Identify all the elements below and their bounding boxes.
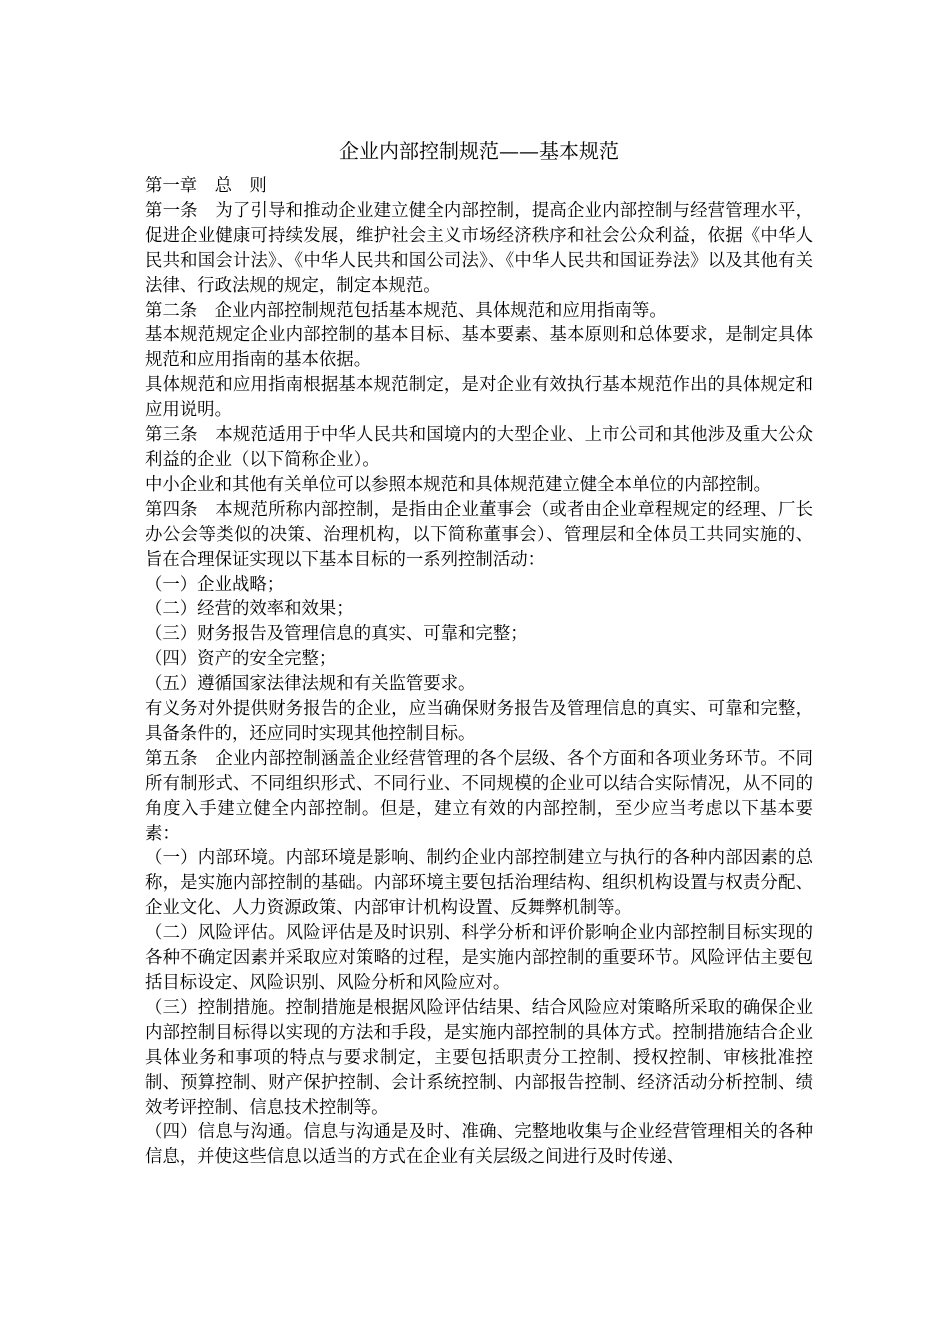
goal-item-4: （四）资产的安全完整；: [145, 649, 337, 670]
element-risk-assessment: （二）风险评估。风险评估是及时识别、科学分析和评价影响企业内部控制目标实现的各种不确定因素并采取应对策略的过程，是实施内部控制的重要环节。风险评估主要包括目标设定、风险识别、风险分析和风险应对。: [145, 923, 813, 993]
specific-norm-paragraph: 具体规范和应用指南根据基本规范制定，是对企业有效执行基本规范作出的具体规定和应用说明。: [145, 375, 813, 421]
sme-paragraph: 中小企业和其他有关单位可以参照本规范和具体规范建立健全本单位的内部控制。: [145, 474, 772, 495]
article-5-paragraph: 第五条 企业内部控制涵盖企业经营管理的各个层级、各个方面和各项业务环节。不同所有制形式、不同组织形式、不同行业、不同规模的企业可以结合实际情况，从不同的角度入手建立健全内部控制。但是，建立有效的内部控制，至少应当考虑以下基本要素：: [145, 748, 813, 844]
goal-item-1: （一）企业战略；: [145, 574, 285, 595]
element-internal-environment: （一）内部环境。内部环境是影响、制约企业内部控制建立与执行的各种内部因素的总称，是实施内部控制的基础。内部环境主要包括治理结构、组织机构设置与权责分配、企业文化、人力资源政策、内部审计机构设置、反舞弊机制等。: [145, 848, 813, 919]
article-3-paragraph: 第三条 本规范适用于中华人民共和国境内的大型企业、上市公司和其他涉及重大公众利益的企业（以下简称企业）。: [145, 425, 813, 470]
article-1-paragraph: 第一条 为了引导和推动企业建立健全内部控制，提高企业内部控制与经营管理水平，促进企业健康可持续发展，维护社会主义市场经济秩序和社会公众利益，依据《中华人民共和国会计法》、《中华人民共和国公司法》、《中华人民共和国证券法》以及其他有关法律、行政法规的规定，制定本规范。: [145, 200, 813, 296]
goal-item-3: （三）财务报告及管理信息的真实、可靠和完整；: [145, 624, 528, 645]
goal-item-2: （二）经营的效率和效果；: [145, 599, 354, 620]
basic-norm-paragraph: 基本规范规定企业内部控制的基本目标、基本要素、基本原则和总体要求，是制定具体规范和应用指南的基本依据。: [145, 325, 813, 371]
element-control-measures: （三）控制措施。控制措施是根据风险评估结果、结合风险应对策略所采取的确保企业内部控制目标得以实现的方法和手段，是实施内部控制的具体方式。控制措施结合企业具体业务和事项的特点与要求制定，主要包括职责分工控制、授权控制、审核批准控制、预算控制、财产保护控制、会计系统控制、内部报告控制、经济活动分析控制、绩效考评控制、信息技术控制等。: [145, 997, 813, 1118]
reporting-obligation-paragraph: 有义务对外提供财务报告的企业，应当确保财务报告及管理信息的真实、可靠和完整，具备条件的，还应同时实现其他控制目标。: [145, 699, 813, 744]
article-2-paragraph: 第二条 企业内部控制规范包括基本规范、具体规范和应用指南等。: [145, 300, 667, 321]
article-4-paragraph: 第四条 本规范所称内部控制，是指由企业董事会（或者由企业章程规定的经理、厂长办公会等类似的决策、治理机构，以下简称董事会）、管理层和全体员工共同实施的、旨在合理保证实现以下基本目标的一系列控制活动：: [145, 499, 813, 570]
document-title: 企业内部控制规范——基本规范: [339, 139, 619, 163]
chapter-heading: 第一章 总 则: [145, 176, 267, 196]
document-body: [145, 136, 813, 1170]
element-information-communication: （四）信息与沟通。信息与沟通是及时、准确、完整地收集与企业经营管理相关的各种信息，并使这些信息以适当的方式在企业有关层级之间进行及时传递、: [145, 1122, 813, 1168]
goal-item-5: （五）遵循国家法律法规和有关监管要求。: [145, 674, 476, 695]
